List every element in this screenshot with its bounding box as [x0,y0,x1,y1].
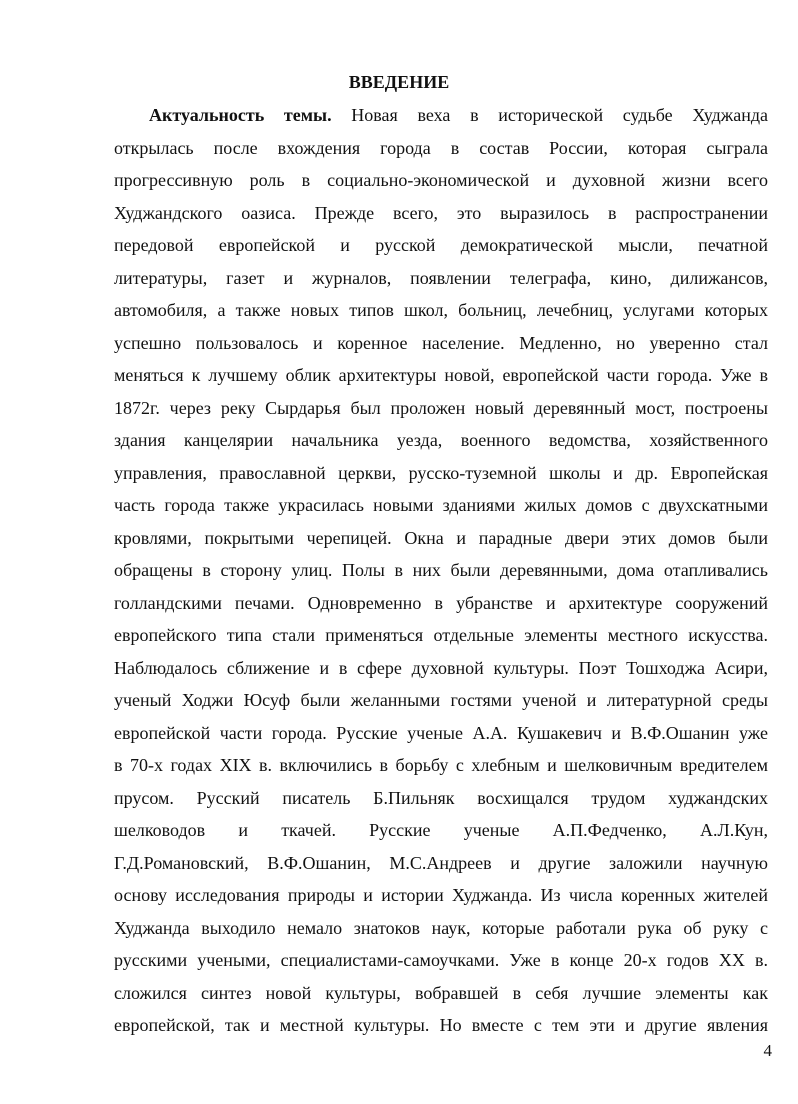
text-line: европейской части города. Русские ученые А.А. Кушакевич и В.Ф.Ошанин уже [114,722,768,743]
first-line-text: Новая веха в исторической судьбе Худжанда [351,105,768,125]
text-line [114,99,768,132]
text-line: меняться к лучшему облик архитектуры новой, европейской части города. Уже в [114,365,768,385]
text-line: ученый Ходжи Юсуф были желанными гостями ученой и литературной среды [114,690,768,710]
text-line: Г.Д.Романовский, В.Ф.Ошанин, М.С.Андреев и другие заложили научную [114,852,768,873]
text-line: основу исследования природы и истории Худжанда. Из числа коренных жителей [114,885,768,905]
text-line: сложился синтез новой культуры, вобравшей в себя лучшие элементы как [114,982,768,1003]
text-line: прусом. Русский писатель Б.Пильняк восхищался трудом худжандских [114,787,768,808]
text-line: открылась после вхождения города в состав России, которая сыграла [114,137,768,158]
text-line: часть города также украсилась новыми зданиями жилых домов с двухскатными [114,495,768,515]
text-line: европейского типа стали применяться отдельные элементы местного искусства. [114,625,768,645]
body-text [114,99,768,1042]
text-line: Худжанда выходило немало знатоков наук, которые работали рука об руку с [114,917,768,938]
text-line: прогрессивную роль в социально-экономической и духовной жизни всего [114,170,768,190]
text-line: в 70-х годах XIX в. включились в борьбу с хлебным и шелковичным вредителем [114,755,768,775]
text-line: русскими учеными, специалистами-самоучками. Уже в конце 20-х годов XX в. [114,950,768,970]
text-line: обращены в сторону улиц. Полы в них были деревянными, дома отапливались [114,560,768,580]
text-line: европейской, так и местной культуры. Но вместе с тем эти и другие явления [114,1015,768,1035]
text-line: литературы, газет и журналов, появлении телеграфа, кино, дилижансов, [114,267,768,288]
page-number: 4 [763,1041,772,1060]
text-line: управления, православной церкви, русско-туземной школы и др. Европейская [114,462,768,483]
text-line: голландскими печами. Одновременно в убранстве и архитектуре сооружений [114,592,768,613]
page-title: ВВЕДЕНИЕ [348,72,450,92]
text-line: здания канцелярии начальника уезда, военного ведомства, хозяйственного [114,430,768,450]
text-line: кровлями, покрытыми черепицей. Окна и парадные двери этих домов были [114,527,768,548]
text-line: шелководов и ткачей. Русские ученые А.П.Федченко, А.Л.Кун, [114,820,768,840]
text-line: автомобиля, а также новых типов школ, больниц, лечебниц, услугами которых [114,300,768,320]
lead-heading: Актуальность темы. [149,105,332,125]
text-line: успешно пользовалось и коренное население. Медленно, но уверенно стал [114,332,768,353]
text-line: Худжандского оазиса. Прежде всего, это выразилось в распространении [114,202,768,223]
text-line: 1872г. через реку Сырдарья был проложен новый деревянный мост, построены [114,397,768,418]
text-line: передовой европейской и русской демократической мысли, печатной [114,235,768,255]
text-line: Наблюдалось сближение и в сфере духовной культуры. Поэт Тошходжа Асири, [114,657,768,678]
